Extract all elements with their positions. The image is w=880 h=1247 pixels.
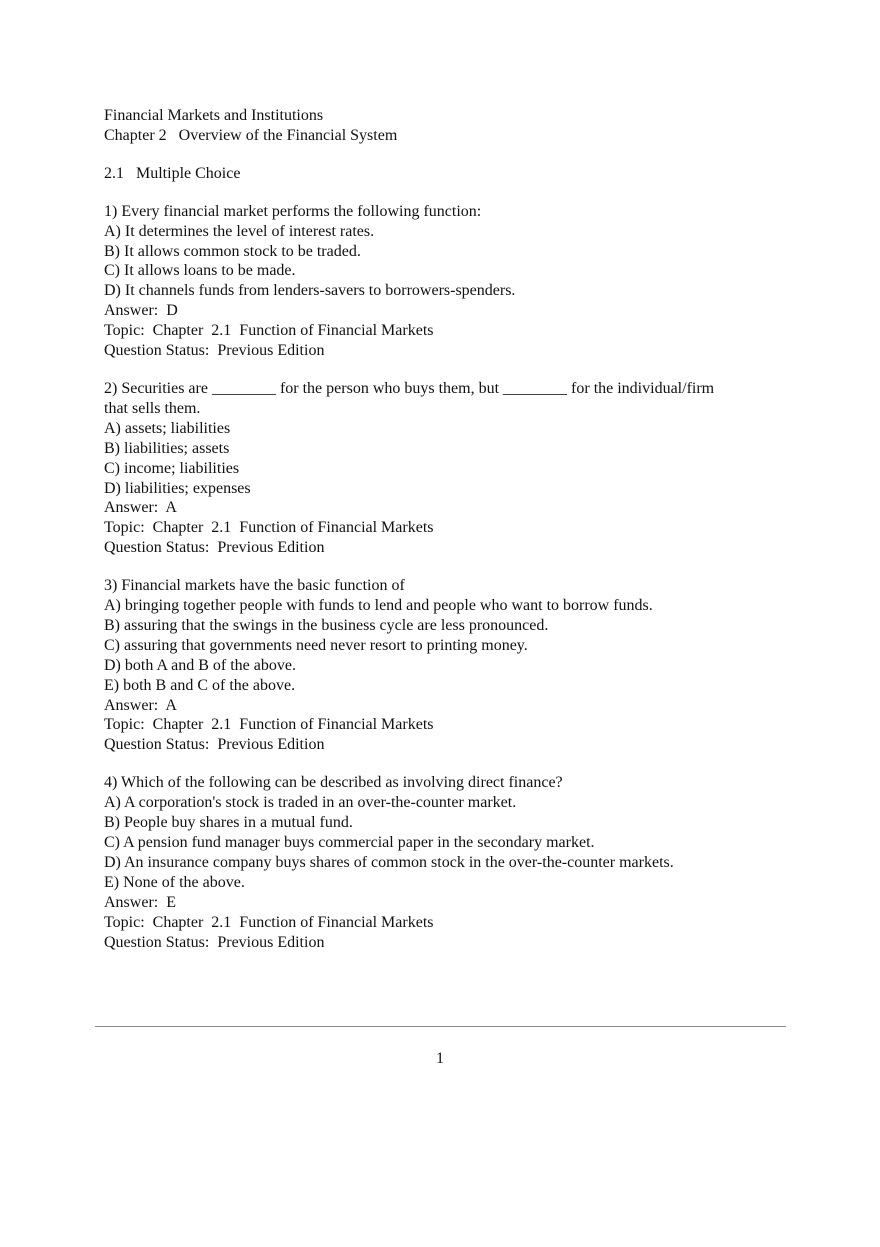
question-block: [104, 379, 804, 558]
topic-line: Topic: Chapter 2.1 Function of Financial Markets: [104, 716, 434, 734]
answer-option: C) income; liabilities: [104, 459, 240, 477]
spacer: [104, 184, 804, 202]
answer-option: D) liabilities; expenses: [104, 479, 251, 497]
spacer: [104, 361, 804, 379]
answer-option: C) It allows loans to be made.: [104, 262, 296, 280]
answer-option: B) It allows common stock to be traded.: [104, 242, 361, 260]
book-title: Financial Markets and Institutions: [104, 107, 324, 124]
section-title: 2.1 Multiple Choice: [104, 164, 241, 182]
answer-option: E) both B and C of the above.: [104, 676, 296, 694]
question-stem: 1) Every financial market performs the following function:: [104, 202, 482, 220]
spacer: [104, 558, 804, 576]
footer-divider: [95, 1026, 786, 1027]
answer-option: D) An insurance company buys shares of common stock in the over-the-counter markets.: [104, 853, 674, 871]
answer-key: Answer: E: [104, 893, 176, 911]
topic-line: Topic: Chapter 2.1 Function of Financial Markets: [104, 913, 434, 931]
answer-key: Answer: A: [104, 499, 177, 517]
question-status: Question Status: Previous Edition: [104, 539, 325, 557]
answer-option: B) liabilities; assets: [104, 439, 230, 457]
question-stem: 2) Securities are ________ for the person who buys them, but ________ for the individual/firm: [104, 379, 715, 397]
answer-option: C) A pension fund manager buys commercial paper in the secondary market.: [104, 834, 595, 851]
answer-option: A) A corporation's stock is traded in an over-the-counter market.: [104, 794, 517, 812]
answer-option: C) assuring that governments need never resort to printing money.: [104, 636, 528, 654]
answer-option: B) assuring that the swings in the business cycle are less pronounced.: [104, 616, 549, 634]
question-block: [104, 202, 804, 361]
answer-key: Answer: A: [104, 696, 177, 714]
answer-option: E) None of the above.: [104, 873, 245, 891]
question-list: [104, 202, 804, 953]
topic-line: Topic: Chapter 2.1 Function of Financial Markets: [104, 322, 434, 340]
question-stem: that sells them.: [104, 399, 201, 417]
answer-option: B) People buy shares in a mutual fund.: [104, 814, 353, 832]
spacer: [104, 755, 804, 773]
answer-option: A) bringing together people with funds to lend and people who want to borrow funds.: [104, 597, 653, 615]
question-status: Question Status: Previous Edition: [104, 342, 325, 360]
question-status: Question Status: Previous Edition: [104, 933, 325, 951]
question-stem: 4) Which of the following can be described as involving direct finance?: [104, 774, 563, 792]
answer-option: D) It channels funds from lenders-savers to borrowers-spenders.: [104, 282, 516, 300]
answer-option: A) It determines the level of interest rates.: [104, 222, 375, 240]
page-content: [104, 106, 804, 952]
question-status: Question Status: Previous Edition: [104, 736, 325, 754]
question-stem: 3) Financial markets have the basic function of: [104, 577, 405, 595]
question-block: [104, 773, 804, 952]
chapter-title: Chapter 2 Overview of the Financial System: [104, 126, 398, 144]
answer-key: Answer: D: [104, 302, 178, 320]
spacer: [104, 146, 804, 164]
question-block: [104, 576, 804, 755]
page-number: 1: [436, 1050, 444, 1067]
answer-option: A) assets; liabilities: [104, 419, 231, 437]
topic-line: Topic: Chapter 2.1 Function of Financial Markets: [104, 519, 434, 537]
answer-option: D) both A and B of the above.: [104, 656, 296, 674]
